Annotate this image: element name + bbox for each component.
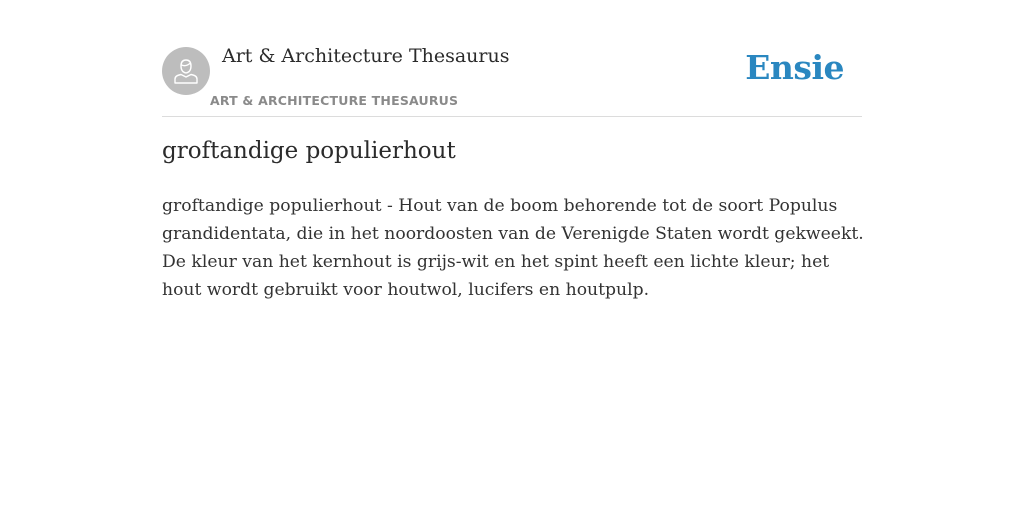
user-icon: [171, 56, 201, 86]
brand-logo[interactable]: Ensie: [745, 48, 844, 87]
author-name[interactable]: Art & Architecture Thesaurus: [222, 45, 510, 67]
article-title: groftandige populierhout: [162, 138, 456, 164]
author-subtitle[interactable]: ART & ARCHITECTURE THESAURUS: [210, 93, 459, 108]
page-header: [162, 0, 862, 117]
author-avatar[interactable]: [162, 47, 210, 95]
article-body: groftandige populierhout - Hout van de boom behorende tot de soort Populus grandidentata, die in het noordoosten van de Verenigde Staten wordt gekweekt. De kleur van het kernhout is grijs-wit en het spint heeft een lichte kleur; het hout wordt gebruikt voor houtwol, lucifers en houtpulp.: [162, 196, 864, 300]
